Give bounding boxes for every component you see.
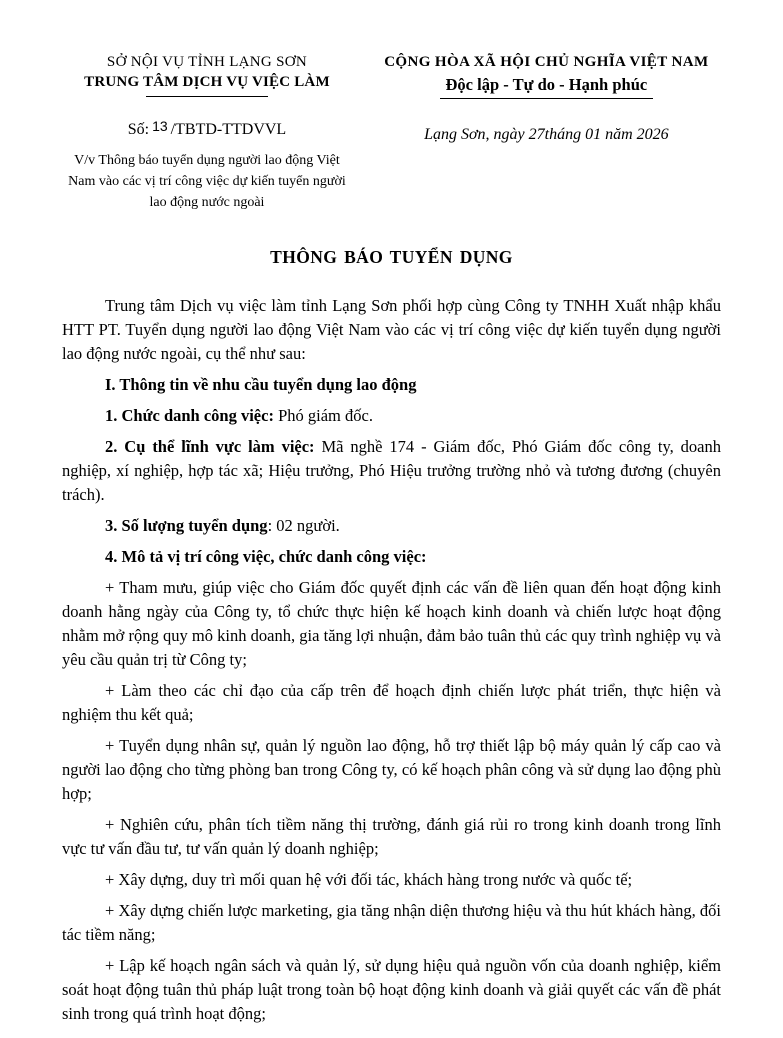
place-date-line: Lạng Sơn, ngày 27tháng 01 năm 2026 bbox=[424, 126, 669, 143]
doc-number-value: 13 bbox=[152, 118, 168, 134]
item-job-title bbox=[62, 404, 721, 428]
duty-item bbox=[62, 734, 721, 806]
paragraph-bold: 1. Chức danh công việc: bbox=[105, 406, 274, 425]
duty-item bbox=[62, 868, 721, 892]
national-title: CỘNG HÒA XÃ HỘI CHỦ NGHĨA VIỆT NAM bbox=[384, 54, 709, 70]
paragraph-text: + Lập kế hoạch ngân sách và quản lý, sử dụng hiệu quả nguồn vốn của doanh nghiệp, kiểm soát hoạt động tuân thủ pháp luật trong toàn bộ hoạt động kinh doanh và giải quyết các vấn đề phát sinh trong quá trình hoạt động; bbox=[62, 956, 721, 1023]
doc-number-line bbox=[62, 118, 352, 139]
doc-number-label: Số: bbox=[127, 121, 150, 138]
item-quantity bbox=[62, 514, 721, 538]
paragraph-text: : 02 người. bbox=[267, 516, 340, 535]
duty-item bbox=[62, 954, 721, 1026]
national-motto-text: Độc lập - Tự do - Hạnh phúc bbox=[440, 75, 654, 99]
paragraph-bold: I. Thông tin về nhu cầu tuyển dụng lao động bbox=[105, 375, 417, 394]
org-name: TRUNG TÂM DỊCH VỤ VIỆC LÀM bbox=[84, 74, 330, 90]
paragraph-text: + Xây dựng, duy trì mối quan hệ với đối tác, khách hàng trong nước và quốc tế; bbox=[105, 870, 633, 889]
paragraph-text: Mã nghề 174 - Giám đốc, Phó Giám đốc công ty, doanh nghiệp, xí nghiệp, hợp tác xã; Hiệu trưởng, Phó Hiệu trưởng trường nhỏ và tương đương (chuyên trách). bbox=[62, 437, 721, 504]
national-motto bbox=[372, 75, 721, 99]
issuing-org-block bbox=[62, 54, 352, 213]
duty-item bbox=[62, 813, 721, 861]
paragraph-text: + Nghiên cứu, phân tích tiềm năng thị trường, đánh giá rủi ro trong kinh doanh trong lĩnh vực tư vấn đầu tư, tư vấn quản lý doanh nghiệp; bbox=[62, 815, 721, 858]
doc-subject: V/v Thông báo tuyển dụng người lao động Việt Nam vào các vị trí công việc dự kiến tuyển người lao động nước ngoài bbox=[68, 153, 346, 210]
org-parent-name: SỞ NỘI VỤ TỈNH LẠNG SƠN bbox=[106, 54, 308, 70]
paragraph-bold: 3. Số lượng tuyển dụng bbox=[105, 516, 268, 535]
paragraph-bold: 4. Mô tả vị trí công việc, chức danh công việc: bbox=[105, 547, 427, 566]
document-header bbox=[62, 54, 721, 213]
duty-item bbox=[62, 679, 721, 727]
paragraph-text: + Tham mưu, giúp việc cho Giám đốc quyết định các vấn đề liên quan đến hoạt động kinh doanh hằng ngày của Công ty, tổ chức thực hiện kế hoạch kinh doanh và chiến lược hoạt động nhằm mở rộng quy mô kinh doanh, gia tăng lợi nhuận, đảm bảo tuân thủ các quy trình nghiệp vụ và yêu cầu quản trị từ Công ty; bbox=[62, 578, 721, 669]
duty-item bbox=[62, 576, 721, 672]
item-description-heading bbox=[62, 545, 721, 569]
paragraph-text: Phó giám đốc. bbox=[273, 406, 373, 425]
document-title: THÔNG BÁO TUYỂN DỤNG bbox=[270, 247, 513, 267]
duty-item bbox=[62, 899, 721, 947]
item-field bbox=[62, 435, 721, 507]
paragraph-text: + Xây dựng chiến lược marketing, gia tăng nhận diện thương hiệu và thu hút khách hàng, đối tác tiềm năng; bbox=[62, 901, 721, 944]
paragraph-intro bbox=[62, 294, 721, 366]
section-heading bbox=[62, 373, 721, 397]
document-body bbox=[62, 294, 721, 1026]
paragraph-text: + Làm theo các chỉ đạo của cấp trên để hoạch định chiến lược phát triển, thực hiện và nghiệm thu kết quả; bbox=[62, 681, 721, 724]
paragraph-text: + Tuyển dụng nhân sự, quản lý nguồn lao động, hỗ trợ thiết lập bộ máy quản lý cấp cao và người lao động cho từng phòng ban trong Công ty, có kế hoạch phân công và sử dụng lao động phù hợp; bbox=[62, 736, 721, 803]
doc-number-suffix: /TBTD-TTDVVL bbox=[170, 121, 287, 138]
paragraph-text: Trung tâm Dịch vụ việc làm tỉnh Lạng Sơn phối hợp cùng Công ty TNHH Xuất nhập khẩu HTT PT. Tuyển dụng người lao động Việt Nam vào các vị trí công việc dự kiến tuyển dụng người lao động nước ngoài, cụ thể như sau: bbox=[62, 296, 721, 363]
national-header-block bbox=[372, 54, 721, 144]
paragraph-bold: 2. Cụ thể lĩnh vực làm việc: bbox=[105, 437, 315, 456]
org-underline bbox=[146, 96, 268, 97]
